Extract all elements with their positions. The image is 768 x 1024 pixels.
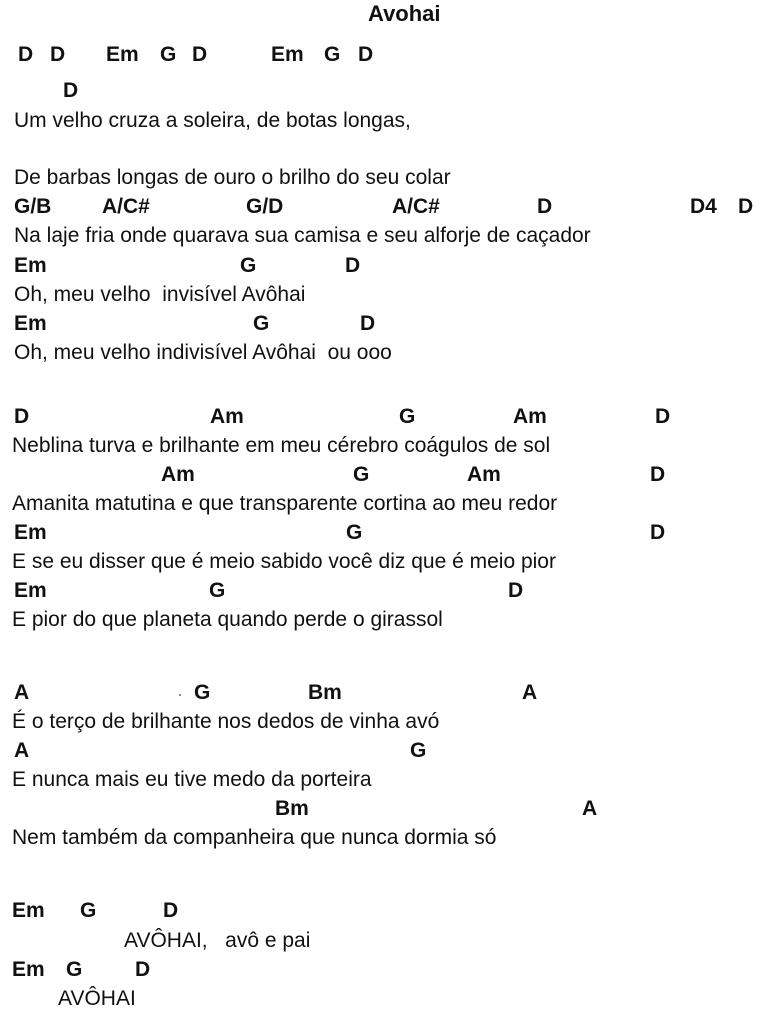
chord: G <box>353 463 370 486</box>
chord: G <box>324 43 341 66</box>
lyric-line: E se eu disser que é meio sabido você diz que é meio pior <box>12 550 556 573</box>
lyric-line: Na laje fria onde quarava sua camisa e seu alforje de caçador <box>14 224 591 247</box>
chord: A <box>582 797 598 820</box>
lyric-line: Neblina turva e brilhante em meu cérebro coágulos de sol <box>12 434 551 457</box>
chord: A/C# <box>392 195 440 218</box>
chord: G <box>346 521 363 544</box>
chord: A <box>14 681 30 704</box>
lyric-line: E pior do que planeta quando perde o girassol <box>12 608 443 631</box>
chord: D <box>508 579 524 602</box>
chord: A <box>14 739 30 762</box>
chord: D <box>14 405 30 428</box>
chord: D <box>655 405 671 428</box>
chord: A <box>522 681 538 704</box>
lyric-line: Nem também da companheira que nunca dormia só <box>12 826 497 849</box>
lyric-line: E nunca mais eu tive medo da porteira <box>12 768 372 791</box>
chord: Em <box>12 958 45 981</box>
lyric-line: AVÔHAI <box>58 987 136 1010</box>
lyric-line: Oh, meu velho indivisível Avôhai ou ooo <box>14 341 392 364</box>
chord: G <box>253 312 270 335</box>
chord: D <box>50 43 66 66</box>
chord: Bm <box>275 797 309 820</box>
lyric-line: AVÔHAI, avô e pai <box>124 929 311 952</box>
chord: D <box>18 43 34 66</box>
chord: G <box>66 958 83 981</box>
chord: D <box>192 43 208 66</box>
chord: D <box>360 312 376 335</box>
chord: G <box>80 899 97 922</box>
chord: Am <box>161 463 195 486</box>
chord: G <box>194 681 211 704</box>
chord: Em <box>14 579 47 602</box>
chord: Em <box>14 254 47 277</box>
speck <box>179 694 181 696</box>
chord: D <box>650 463 666 486</box>
chord: D <box>650 521 666 544</box>
chord: Am <box>467 463 501 486</box>
chord: D <box>537 195 553 218</box>
chord: Em <box>14 521 47 544</box>
chord: G <box>399 405 416 428</box>
chord: D <box>63 79 79 102</box>
chord: Am <box>210 405 244 428</box>
chord: Em <box>271 43 304 66</box>
lyric-line: Oh, meu velho invisível Avôhai <box>14 283 306 306</box>
chord: G/D <box>246 195 284 218</box>
chord: Am <box>513 405 547 428</box>
chord: G <box>209 579 226 602</box>
chord: D4 <box>690 195 717 218</box>
chord: D <box>135 958 151 981</box>
song-title: Avohai <box>368 1 441 26</box>
lyric-line: É o terço de brilhante nos dedos de vinha avó <box>12 710 440 733</box>
chord: Em <box>14 312 47 335</box>
chord: D <box>738 195 754 218</box>
chord: G <box>410 739 427 762</box>
chord: Em <box>106 43 139 66</box>
lyric-line: Um velho cruza a soleira, de botas longas, <box>14 109 411 132</box>
chord: D <box>345 254 361 277</box>
chord: D <box>358 43 374 66</box>
lyric-line: Amanita matutina e que transparente cortina ao meu redor <box>12 492 558 515</box>
chord: A/C# <box>102 195 150 218</box>
lyric-line: De barbas longas de ouro o brilho do seu colar <box>14 166 451 189</box>
chord: Em <box>12 899 45 922</box>
chord: G/B <box>14 195 52 218</box>
chord: D <box>163 899 179 922</box>
chord: G <box>160 43 177 66</box>
chord: Bm <box>308 681 342 704</box>
chord: G <box>240 254 257 277</box>
